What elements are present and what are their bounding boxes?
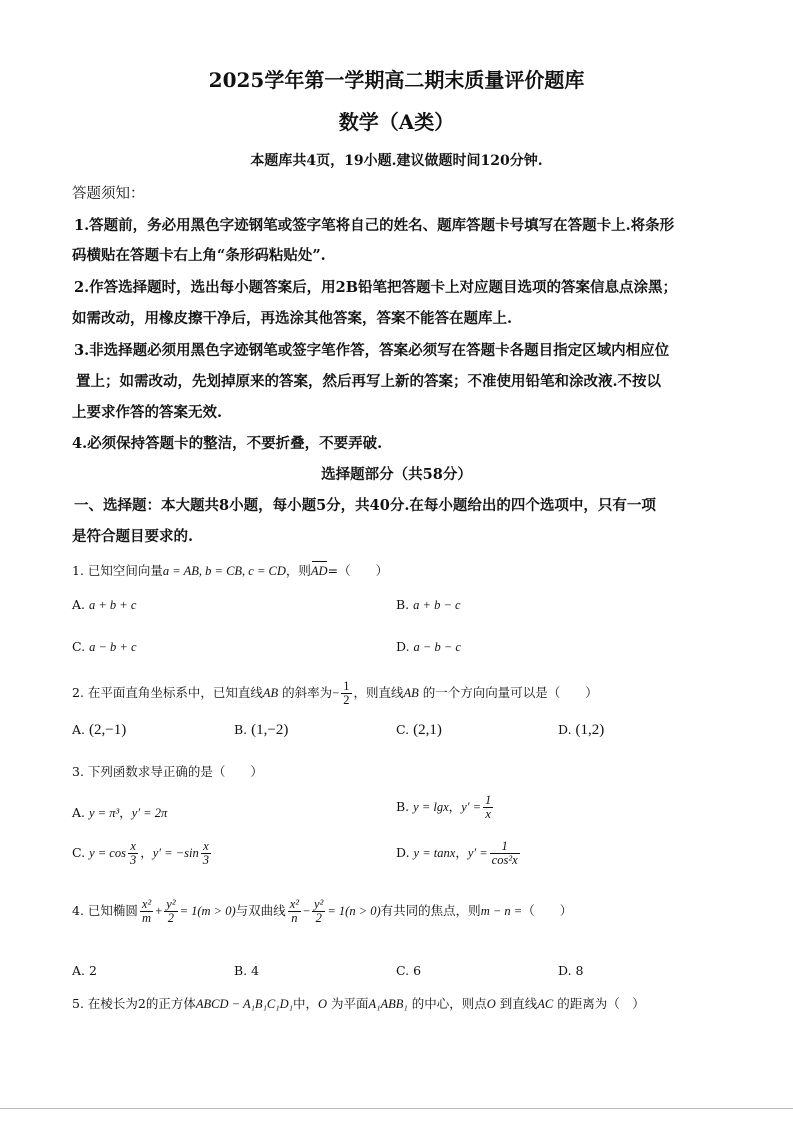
instruction-1-line-1: 1.答题前，务必用黑色字迹钢笔或签字笔将自己的姓名、题库答题卡号填写在答题卡上.将条形	[74, 217, 675, 234]
q1-option-b[interactable]: B. a + b − c	[396, 597, 461, 612]
question-3-stem: 3. 下列函数求导正确的是（ ）	[72, 764, 263, 779]
q3-option-b[interactable]: B. y = lgx，y′ = $\frac{1}{x}$	[396, 793, 492, 822]
q2-option-d[interactable]: D. (1,2)	[558, 722, 605, 738]
q4-option-c[interactable]: C. 6	[396, 963, 422, 978]
q2-slope-fraction: $\frac{1}{2}$	[343, 679, 350, 708]
q2-option-b[interactable]: B. (1,−2)	[234, 722, 289, 738]
q1-target-vector: AD	[310, 564, 328, 578]
q4-option-b[interactable]: B. 4	[234, 963, 260, 978]
instruction-2-line-1: 2.作答选择题时，选出每小题答案后，用2B铅笔把答题卡上对应题目选项的答案信息点涂黑；	[74, 279, 677, 296]
instruction-3-line-3: 上要求作答的答案无效.	[72, 404, 223, 421]
question-4-stem: 4. 已知椭圆 $\frac{\text{x²}}{m}$ + $\frac{\text{y²}}{2}$ = 1(m > 0)与双曲线 $\frac{\text{x²}}{n}$ − $\frac{\text{y²}}{2}$ = 1(n > 0)有共同的焦点，则m − n =（ ）	[72, 897, 573, 926]
section-heading: 选择题部分（共58分）	[321, 466, 472, 483]
section-desc-line-1: 一、选择题：本大题共8小题，每小题5分，共40分.在每小题给出的四个选项中，只有一项	[74, 497, 656, 514]
q4-option-a[interactable]: A. 2	[72, 963, 97, 978]
q2-option-a[interactable]: A. (2,−1)	[72, 722, 127, 738]
q1-vector-definitions: a = AB, b = CB, c = CD	[162, 564, 286, 578]
instruction-3-line-2: 置上；如需改动，先划掉原来的答案，然后再写上新的答案；不准使用铅笔和涂改液.不按以	[76, 373, 662, 390]
instruction-1-line-2: 码横贴在答题卡右上角“条形码粘贴处”.	[72, 247, 326, 264]
q1-option-d[interactable]: D. a − b − c	[396, 639, 461, 654]
page-subtitle: 数学（A类）	[338, 110, 455, 134]
instruction-4: 4.必须保持答题卡的整洁，不要折叠，不要弄破.	[72, 435, 383, 452]
q3-option-c[interactable]: C. y = cos $\frac{x}{3}$ ，y′ = −sin $\frac{x}{3}$	[72, 839, 209, 868]
q3-option-a[interactable]: A. y = π³，y′ = 2π	[72, 805, 168, 820]
question-5-stem: 5. 在棱长为2的正方体ABCD − A₁B₁C₁D₁中，O 为平面A₁ABB₁ 的中心，则点O 到直线AC 的距离为（ ）	[72, 996, 645, 1011]
q1-option-c[interactable]: C. a − b + c	[72, 639, 137, 654]
exam-intro: 本题库共4页，19小题.建议做题时间120分钟.	[250, 153, 543, 169]
section-desc-line-2: 是符合题目要求的.	[72, 528, 194, 545]
q3-option-d[interactable]: D. y = tanx，y′ = $\frac{1}{\text{cos²x}}$	[396, 839, 518, 868]
instruction-2-line-2: 如需改动，用橡皮擦干净后，再选涂其他答案，答案不能答在题库上.	[72, 310, 513, 327]
q4-option-d[interactable]: D. 8	[558, 963, 584, 978]
question-2-stem: 2. 在平面直角坐标系中，已知直线AB 的斜率为− $\frac{1}{2}$ ，则直线AB 的一个方向向量可以是（ ）	[72, 679, 598, 708]
q2-option-c[interactable]: C. (2,1)	[396, 722, 442, 738]
page-title: 2025学年第一学期高二期末质量评价题库	[208, 68, 585, 92]
q1-option-a[interactable]: A. a + b + c	[72, 597, 137, 612]
page-bottom-divider	[0, 1108, 793, 1109]
question-1-stem: 1. 已知空间向量a = AB, b = CB, c = CD，则AD=（ ）	[72, 563, 389, 578]
instructions-heading: 答题须知：	[72, 186, 145, 202]
instruction-3-line-1: 3.非选择题必须用黑色字迹钢笔或签字笔作答，答案必须写在答题卡各题目指定区域内相应位	[74, 342, 670, 359]
